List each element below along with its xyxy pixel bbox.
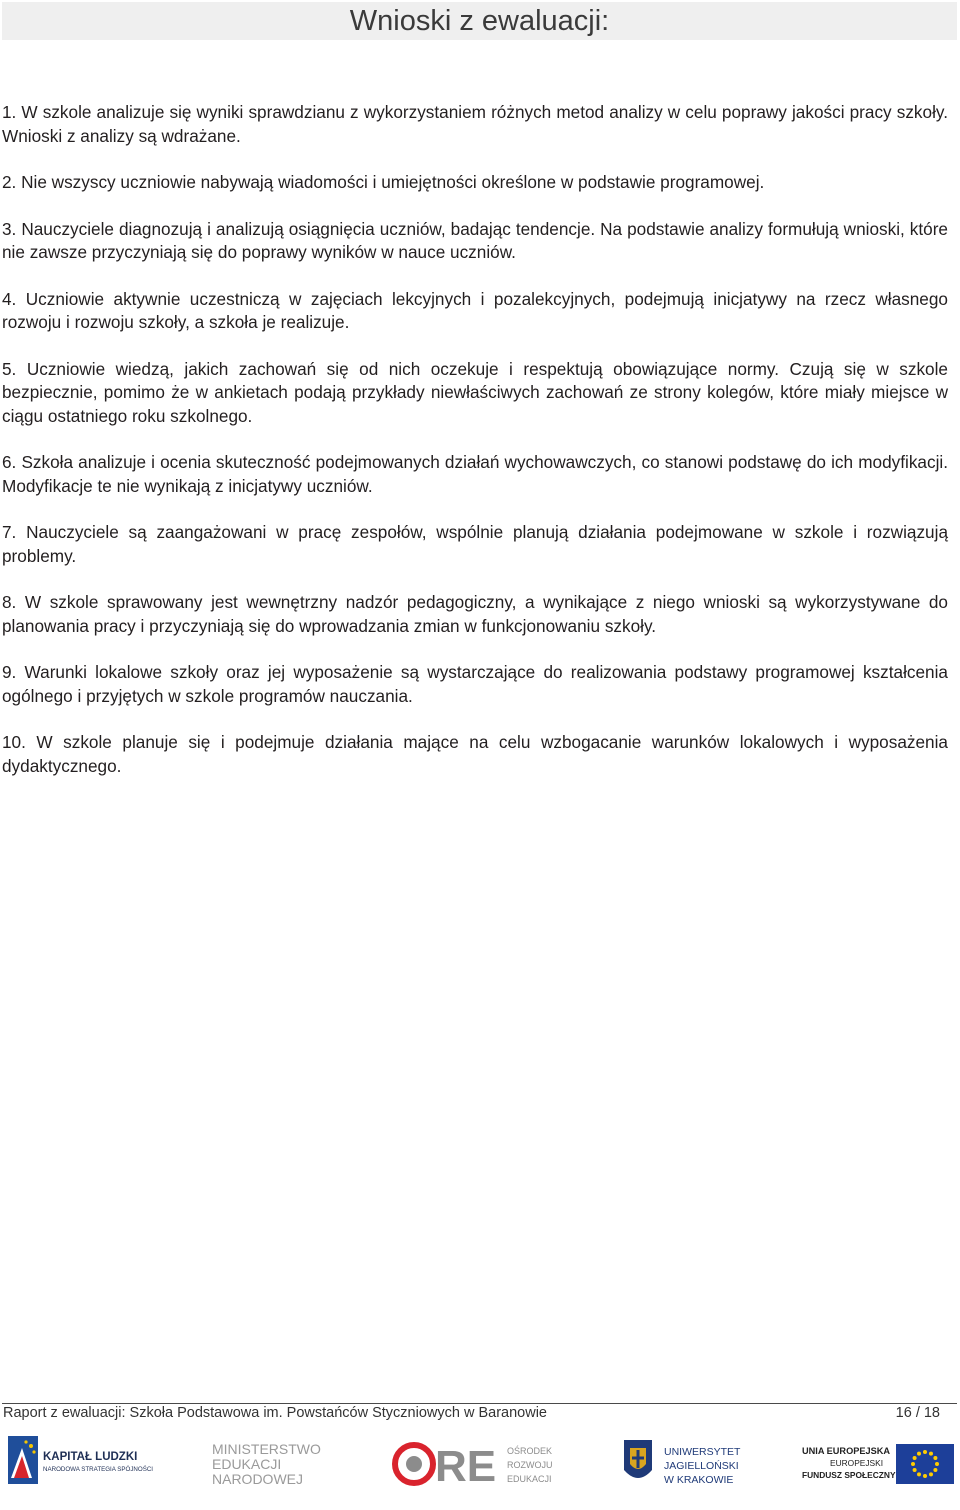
conclusion-item: 1. W szkole analizuje się wyniki sprawdzianu z wykorzystaniem różnych metod analizy w celu poprawy jakości pracy szkoły. Wnioski z analizy są wdrażane. xyxy=(2,102,948,146)
kapital-ludzki-name: KAPITAŁ LUDZKI xyxy=(43,1451,138,1463)
eu-line-3: FUNDUSZ SPOŁECZNY xyxy=(802,1470,896,1480)
conclusion-item: 8. W szkole sprawowany jest wewnętrzny nadzór pedagogiczny, a wynikające z niego wnioski są wykorzystywane do planowania pracy i przyczyniają się do wprowadzania zmian w funkcjonowaniu szkoły. xyxy=(2,592,948,636)
page-title: Wnioski z ewaluacji: xyxy=(349,4,610,37)
men-line-1: MINISTERSTWO xyxy=(212,1441,321,1457)
ore-line-2: ROZWOJU xyxy=(507,1460,553,1470)
men-line-2: EDUKACJI xyxy=(212,1456,282,1472)
conclusion-item: 10. W szkole planuje się i podejmuje działania mające na celu wzbogacanie warunków lokalowych i wyposażenia dydaktycznego. xyxy=(2,732,948,776)
title-bar xyxy=(2,2,957,40)
ore-line-3: EDUKACJI xyxy=(507,1474,552,1484)
kapital-ludzki-subtitle: NARODOWA STRATEGIA SPÓJNOŚCI xyxy=(43,1466,154,1473)
uj-line-2: JAGIELLOŃSKI xyxy=(664,1460,739,1472)
conclusion-item: 9. Warunki lokalowe szkoły oraz jej wyposażenie są wystarczające do realizowania podstawy programowej kształcenia ogólnego i przyjętych w szkole programów nauczania. xyxy=(2,662,948,706)
conclusions-list xyxy=(2,101,948,801)
men-line-3: NARODOWEJ xyxy=(212,1471,303,1487)
footer-page-number: 16 / 18 xyxy=(895,1405,940,1421)
uj-logo xyxy=(620,1434,760,1494)
kapital-ludzki-logo xyxy=(8,1434,158,1494)
conclusion-item: 5. Uczniowie wiedzą, jakich zachowań się od nich oczekuje i respektują obowiązujące normy. Czują się w szkole bezpiecznie, pomimo że w ankietach podają przykłady niewłaściwych zachowań ze strony kolegów, które miały miejsce w ciągu ostatniego roku szkolnego. xyxy=(2,358,948,426)
conclusion-item: 7. Nauczyciele są zaangażowani w pracę zespołów, wspólnie planują działania podejmowane w szkole i rozwiązują problemy. xyxy=(2,522,948,566)
footer-divider xyxy=(2,1403,957,1404)
eu-logo xyxy=(800,1434,956,1494)
ore-logo xyxy=(392,1434,562,1494)
conclusion-item: 4. Uczniowie aktywnie uczestniczą w zajęciach lekcyjnych i pozalekcyjnych, podejmują inicjatywy na rzecz własnego rozwoju i rozwoju szkoły, a szkoła je realizuje. xyxy=(2,288,948,332)
eu-line-1: UNIA EUROPEJSKA xyxy=(802,1446,890,1456)
uj-line-1: UNIWERSYTET xyxy=(664,1446,741,1458)
ore-letters: RE xyxy=(435,1442,497,1491)
footer-report-title: Raport z ewaluacji: Szkoła Podstawowa im. Powstańców Styczniowych w Baranowie xyxy=(3,1405,547,1421)
men-logo xyxy=(210,1434,330,1494)
sponsor-logos xyxy=(0,1434,960,1494)
conclusion-item: 2. Nie wszyscy uczniowie nabywają wiadomości i umiejętności określone w podstawie programowej. xyxy=(2,172,765,192)
uj-line-3: W KRAKOWIE xyxy=(664,1474,734,1486)
eu-line-2: EUROPEJSKI xyxy=(830,1458,884,1468)
ore-line-1: OŚRODEK xyxy=(507,1446,553,1456)
conclusion-item: 3. Nauczyciele diagnozują i analizują osiągnięcia uczniów, badając tendencje. Na podstawie analizy formułują wnioski, które nie zawsze przyczyniają się do poprawy wyników w nauce uczniów. xyxy=(2,218,948,262)
conclusion-item: 6. Szkoła analizuje i ocenia skuteczność podejmowanych działań wychowawczych, co stanowi podstawę do ich modyfikacji. Modyfikacje te nie wynikają z inicjatywy uczniów. xyxy=(2,452,948,496)
